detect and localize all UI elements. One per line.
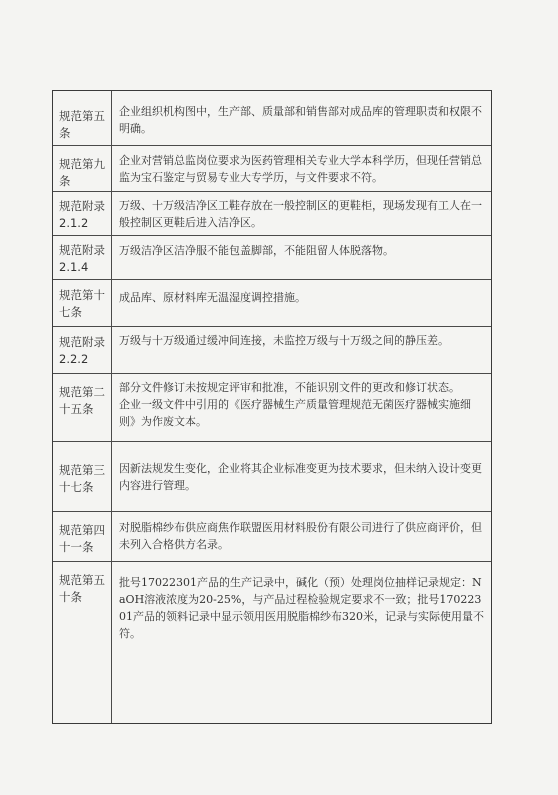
clause-cell: 规范第五十条 (59, 573, 105, 604)
clause-cell: 规范第二十五条 (59, 385, 105, 416)
finding-cell: 企业对营销总监岗位要求为医药管理相关专业大学本科学历，但现任营销总监为宝石鉴定与贸易专业大专学历，与文件要求不符。 (119, 154, 482, 184)
clause-cell: 规范第九条 (59, 157, 105, 188)
clause-cell: 规范第四十一条 (59, 523, 105, 554)
clause-cell: 规范附录2.1.2 (59, 199, 105, 230)
finding-cell: 企业组织机构图中，生产部、质量部和销售部对成品库的管理职责和权限不明确。 (119, 105, 482, 135)
table-row (53, 235, 491, 280)
finding-cell: 因新法规发生变化，企业将其企业标准变更为技术要求，但未纳入设计变更内容进行管理。 (119, 462, 482, 492)
table-row (53, 279, 491, 327)
table-row (53, 373, 491, 442)
finding-cell: 万级与十万级通过缓冲间连接，未监控万级与十万级之间的静压差。 (119, 334, 449, 347)
table-row (53, 511, 491, 562)
table-row (53, 441, 491, 512)
table-row (53, 91, 491, 145)
table-row (53, 145, 491, 192)
table-row (53, 561, 491, 726)
finding-paragraph: 企业一级文件中引用的《医疗器械生产质量管理规范无菌医疗器械实施细则》为作废文本。 (119, 398, 471, 428)
clause-cell: 规范第十七条 (59, 288, 105, 319)
clause-cell: 规范附录2.2.2 (59, 335, 105, 366)
clause-cell: 规范第五条 (59, 109, 105, 140)
clause-cell: 规范附录2.1.4 (59, 243, 105, 274)
finding-cell: 批号17022301产品的生产记录中，碱化（预）处理岗位抽样记录规定：NaOH溶液浓度为20-25%，与产品过程检验规定要求不一致；批号17022301产品的领料记录中显示领用医用脱脂棉纱布320米，记录与实际使用量不符。 (119, 576, 484, 640)
table-row (53, 191, 491, 236)
inspection-findings-table (52, 90, 492, 724)
table-row (53, 326, 491, 374)
finding-cell: 对脱脂棉纱布供应商焦作联盟医用材料股份有限公司进行了供应商评价，但未列入合格供方名录。 (119, 521, 482, 551)
finding-cell: 成品库、原材料库无温湿度调控措施。 (119, 291, 306, 304)
clause-cell: 规范第三十七条 (59, 463, 105, 494)
finding-cell: 万级洁净区洁净服不能包盖脚部，不能阻留人体脱落物。 (119, 244, 394, 257)
finding-cell (119, 379, 485, 430)
finding-cell: 万级、十万级洁净区工鞋存放在一般控制区的更鞋柜，现场发现有工人在一般控制区更鞋后进入洁净区。 (119, 199, 482, 229)
finding-paragraph: 部分文件修订未按规定评审和批准，不能识别文件的更改和修订状态。 (119, 381, 460, 394)
